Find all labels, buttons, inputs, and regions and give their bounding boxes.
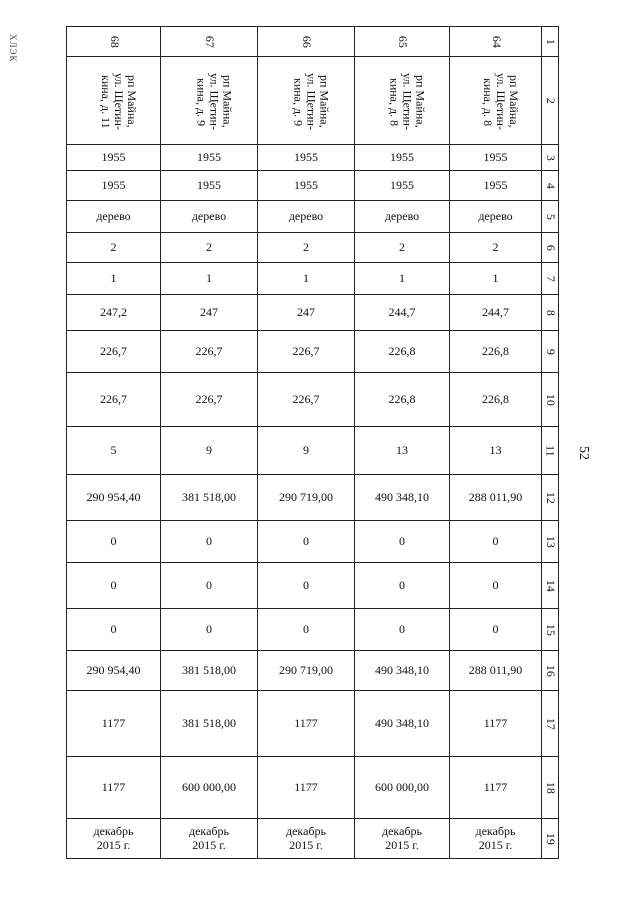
column-number: 19 [543, 832, 558, 845]
cell-value: 1177 [483, 715, 508, 730]
value-cell [355, 757, 450, 819]
column-number: 18 [543, 781, 558, 794]
value-cell [67, 145, 161, 171]
column-number-cell [542, 427, 559, 475]
cell-value: 244,7 [388, 304, 416, 319]
table-row [67, 263, 559, 295]
cell-value: 290 954,40 [86, 489, 141, 504]
column-number-cell [542, 521, 559, 563]
cell-value: 2 [110, 239, 117, 254]
table-row [67, 609, 559, 651]
value-cell [258, 757, 355, 819]
record-number-cell [258, 27, 355, 57]
table-row [67, 201, 559, 233]
value-cell [161, 819, 258, 859]
column-number: 16 [543, 664, 558, 677]
value-cell [161, 263, 258, 295]
column-number: 11 [543, 444, 558, 457]
cell-value: 288 011,90 [468, 489, 523, 504]
value-cell [161, 691, 258, 757]
column-number: 3 [543, 154, 558, 161]
cell-value: 1955 [294, 149, 318, 164]
record-number-cell [67, 27, 161, 57]
cell-value: 1955 [197, 149, 221, 164]
value-cell [67, 201, 161, 233]
cell-value: 13 [489, 442, 502, 457]
cell-value: 244,7 [482, 304, 509, 319]
cell-value: 226,7 [292, 343, 320, 358]
cell-value: 490 348,10 [375, 715, 429, 730]
value-cell [450, 331, 542, 373]
cell-value: 2 [399, 239, 405, 254]
value-cell [355, 201, 450, 233]
value-cell [258, 563, 355, 609]
record-number: 64 [489, 35, 504, 48]
cell-value: 0 [110, 533, 117, 548]
cell-value: дерево [288, 208, 324, 223]
cell-value: 226,7 [292, 391, 320, 406]
value-cell [450, 427, 542, 475]
record-number: 66 [299, 35, 314, 48]
record-number: 67 [202, 35, 217, 48]
cell-value: 5 [110, 442, 117, 457]
value-cell [67, 651, 161, 691]
column-number-cell [542, 201, 559, 233]
table-row [67, 691, 559, 757]
table-row [67, 331, 559, 373]
value-cell [67, 171, 161, 201]
value-cell [258, 201, 355, 233]
value-cell [258, 171, 355, 201]
value-cell [161, 373, 258, 427]
cell-value: 1177 [101, 779, 126, 794]
value-cell [67, 521, 161, 563]
value-cell [161, 295, 258, 331]
cell-value: 1955 [101, 149, 126, 164]
cell-value: 0 [303, 621, 309, 636]
value-cell [450, 373, 542, 427]
value-cell [450, 757, 542, 819]
cell-value: 2 [492, 239, 499, 254]
cell-value: 2 [206, 239, 212, 254]
value-cell [355, 171, 450, 201]
record-number-cell [450, 27, 542, 57]
column-number: 6 [543, 244, 558, 251]
value-cell [67, 331, 161, 373]
value-cell [258, 427, 355, 475]
cell-value: 0 [110, 621, 117, 636]
cell-value: 1955 [483, 149, 508, 164]
table-row [67, 373, 559, 427]
cell-value: 600 000,00 [182, 779, 236, 794]
table-row [67, 521, 559, 563]
column-number-cell [542, 651, 559, 691]
cell-value: 0 [492, 621, 499, 636]
cell-value: декабрь 2015 г. [382, 823, 422, 852]
cell-value: 0 [206, 577, 212, 592]
column-number-cell [542, 171, 559, 201]
value-cell [450, 691, 542, 757]
value-cell [67, 233, 161, 263]
value-cell [450, 563, 542, 609]
value-cell [450, 201, 542, 233]
value-cell [161, 475, 258, 521]
cell-value: 1 [110, 270, 117, 285]
cell-value: декабрь 2015 г. [189, 823, 229, 852]
column-number-cell [542, 691, 559, 757]
value-cell [355, 691, 450, 757]
value-cell [258, 521, 355, 563]
column-number-cell [542, 609, 559, 651]
column-number-cell [542, 563, 559, 609]
value-cell [161, 427, 258, 475]
record-number: 68 [107, 35, 122, 48]
column-number: 2 [543, 97, 558, 104]
cell-value: 1177 [101, 715, 126, 730]
column-number: 9 [543, 348, 558, 355]
value-cell [67, 295, 161, 331]
value-cell [355, 145, 450, 171]
column-number-cell [542, 819, 559, 859]
cell-value: 381 518,00 [182, 489, 236, 504]
value-cell [450, 475, 542, 521]
value-cell [161, 145, 258, 171]
cell-value: 1177 [294, 779, 318, 794]
value-cell [258, 651, 355, 691]
column-number: 7 [543, 275, 558, 282]
cell-value: 226,7 [100, 343, 127, 358]
value-cell [161, 171, 258, 201]
value-cell [355, 475, 450, 521]
cell-value: 1955 [101, 177, 126, 192]
cell-value: 226,7 [195, 391, 223, 406]
table-row [67, 27, 559, 57]
table-row [67, 427, 559, 475]
value-cell [258, 373, 355, 427]
value-cell [450, 609, 542, 651]
address-text: рп Майна, ул. Щетин- кина, д. 8 [387, 73, 428, 131]
address-cell [161, 57, 258, 145]
value-cell [161, 563, 258, 609]
value-cell [67, 263, 161, 295]
value-cell [67, 373, 161, 427]
value-cell [67, 691, 161, 757]
column-number: 10 [543, 393, 558, 406]
column-number-cell [542, 373, 559, 427]
column-number: 5 [543, 213, 558, 220]
cell-value: 290 954,40 [86, 662, 141, 677]
cell-value: дерево [384, 208, 420, 223]
column-number: 1 [543, 38, 558, 45]
page-number: 52 [576, 446, 591, 460]
value-cell [450, 651, 542, 691]
cell-value: дерево [191, 208, 227, 223]
value-cell [258, 233, 355, 263]
address-cell [67, 57, 161, 145]
cell-value: 0 [492, 577, 499, 592]
value-cell [161, 521, 258, 563]
cell-value: 1955 [390, 177, 414, 192]
address-text: рп Майна, ул. Щетин- кина, д. 9 [291, 73, 332, 131]
cell-value: 290 719,00 [279, 662, 333, 677]
value-cell [355, 521, 450, 563]
value-cell [355, 819, 450, 859]
column-number-cell [542, 57, 559, 145]
table-row [67, 171, 559, 201]
address-cell [258, 57, 355, 145]
value-cell [258, 331, 355, 373]
value-cell [355, 233, 450, 263]
cell-value: 381 518,00 [182, 662, 236, 677]
value-cell [67, 819, 161, 859]
value-cell [67, 757, 161, 819]
cell-value: 226,8 [388, 343, 416, 358]
cell-value: 9 [206, 442, 212, 457]
table-row [67, 819, 559, 859]
value-cell [258, 145, 355, 171]
record-number: 65 [395, 35, 410, 48]
cell-value: 1177 [294, 715, 318, 730]
column-number: 14 [543, 579, 558, 592]
value-cell [258, 691, 355, 757]
column-number-cell [542, 475, 559, 521]
cell-value: 0 [206, 621, 212, 636]
value-cell [161, 609, 258, 651]
value-cell [450, 819, 542, 859]
value-cell [67, 475, 161, 521]
table-row [67, 475, 559, 521]
table-row [67, 233, 559, 263]
cell-value: 247 [297, 304, 315, 319]
column-number-cell [542, 331, 559, 373]
value-cell [355, 563, 450, 609]
cell-value: 226,7 [195, 343, 223, 358]
value-cell [161, 201, 258, 233]
cell-value: 490 348,10 [375, 662, 429, 677]
value-cell [450, 521, 542, 563]
cell-value: 600 000,00 [375, 779, 429, 794]
cell-value: 1955 [197, 177, 221, 192]
cell-value: дерево [96, 208, 131, 223]
value-cell [67, 563, 161, 609]
table-row [67, 57, 559, 145]
value-cell [161, 651, 258, 691]
column-number-cell [542, 757, 559, 819]
cell-value: 226,8 [482, 391, 509, 406]
cell-value: 1 [303, 270, 309, 285]
value-cell [258, 609, 355, 651]
address-text: рп Майна, ул. Щетин- кина, д. 11 [99, 73, 139, 131]
column-number: 4 [543, 182, 558, 189]
value-cell [450, 233, 542, 263]
cell-value: 1955 [390, 149, 414, 164]
cell-value: 9 [303, 442, 309, 457]
value-cell [67, 609, 161, 651]
cell-value: 1 [206, 270, 212, 285]
record-number-cell [161, 27, 258, 57]
cell-value: 1955 [294, 177, 318, 192]
column-number: 8 [543, 309, 558, 316]
value-cell [67, 427, 161, 475]
cell-value: 490 348,10 [375, 489, 429, 504]
value-cell [258, 819, 355, 859]
address-text: рп Майна, ул. Щетин- кина, д. 9 [194, 73, 235, 131]
cell-value: 0 [110, 577, 117, 592]
value-cell [450, 171, 542, 201]
column-number: 17 [543, 717, 558, 730]
value-cell [161, 331, 258, 373]
value-cell [450, 295, 542, 331]
value-cell [355, 609, 450, 651]
column-number: 13 [543, 535, 558, 548]
cell-value: декабрь 2015 г. [475, 823, 516, 852]
cell-value: декабрь 2015 г. [93, 823, 134, 852]
table-row [67, 757, 559, 819]
value-cell [450, 263, 542, 295]
value-cell [355, 427, 450, 475]
cell-value: 1 [399, 270, 405, 285]
address-cell [355, 57, 450, 145]
column-number-cell [542, 295, 559, 331]
cell-value: декабрь 2015 г. [286, 823, 326, 852]
address-text: рп Майна, ул. Щетин- кина, д. 8 [481, 73, 521, 131]
table-row [67, 563, 559, 609]
cell-value: 0 [399, 533, 405, 548]
cell-value: 2 [303, 239, 309, 254]
table-row [67, 295, 559, 331]
value-cell [355, 373, 450, 427]
cell-value: 0 [303, 577, 309, 592]
cell-value: 226,8 [482, 343, 509, 358]
cell-value: 290 719,00 [279, 489, 333, 504]
column-number-cell [542, 233, 559, 263]
value-cell [355, 651, 450, 691]
column-number-cell [542, 27, 559, 57]
value-cell [258, 295, 355, 331]
table-row [67, 651, 559, 691]
value-cell [355, 263, 450, 295]
cell-value: 0 [206, 533, 212, 548]
column-number-cell [542, 263, 559, 295]
cell-value: 1955 [483, 177, 508, 192]
corner-mark: ХЛЭК [8, 34, 18, 63]
cell-value: 381 518,00 [182, 715, 236, 730]
value-cell [161, 757, 258, 819]
column-number: 15 [543, 623, 558, 636]
cell-value: 1177 [483, 779, 508, 794]
rotated-data-table [66, 26, 559, 859]
value-cell [258, 263, 355, 295]
cell-value: 226,8 [388, 391, 416, 406]
cell-value: 247,2 [100, 304, 127, 319]
value-cell [258, 475, 355, 521]
column-number: 12 [543, 491, 558, 504]
cell-value: 0 [399, 577, 405, 592]
cell-value: дерево [478, 208, 513, 223]
value-cell [355, 331, 450, 373]
value-cell [161, 233, 258, 263]
cell-value: 0 [492, 533, 499, 548]
value-cell [355, 295, 450, 331]
value-cell [450, 145, 542, 171]
cell-value: 13 [396, 442, 408, 457]
cell-value: 226,7 [100, 391, 127, 406]
cell-value: 288 011,90 [468, 662, 523, 677]
column-number-cell [542, 145, 559, 171]
cell-value: 1 [492, 270, 499, 285]
cell-value: 0 [303, 533, 309, 548]
table-row [67, 145, 559, 171]
record-number-cell [355, 27, 450, 57]
address-cell [450, 57, 542, 145]
cell-value: 247 [200, 304, 218, 319]
cell-value: 0 [399, 621, 405, 636]
